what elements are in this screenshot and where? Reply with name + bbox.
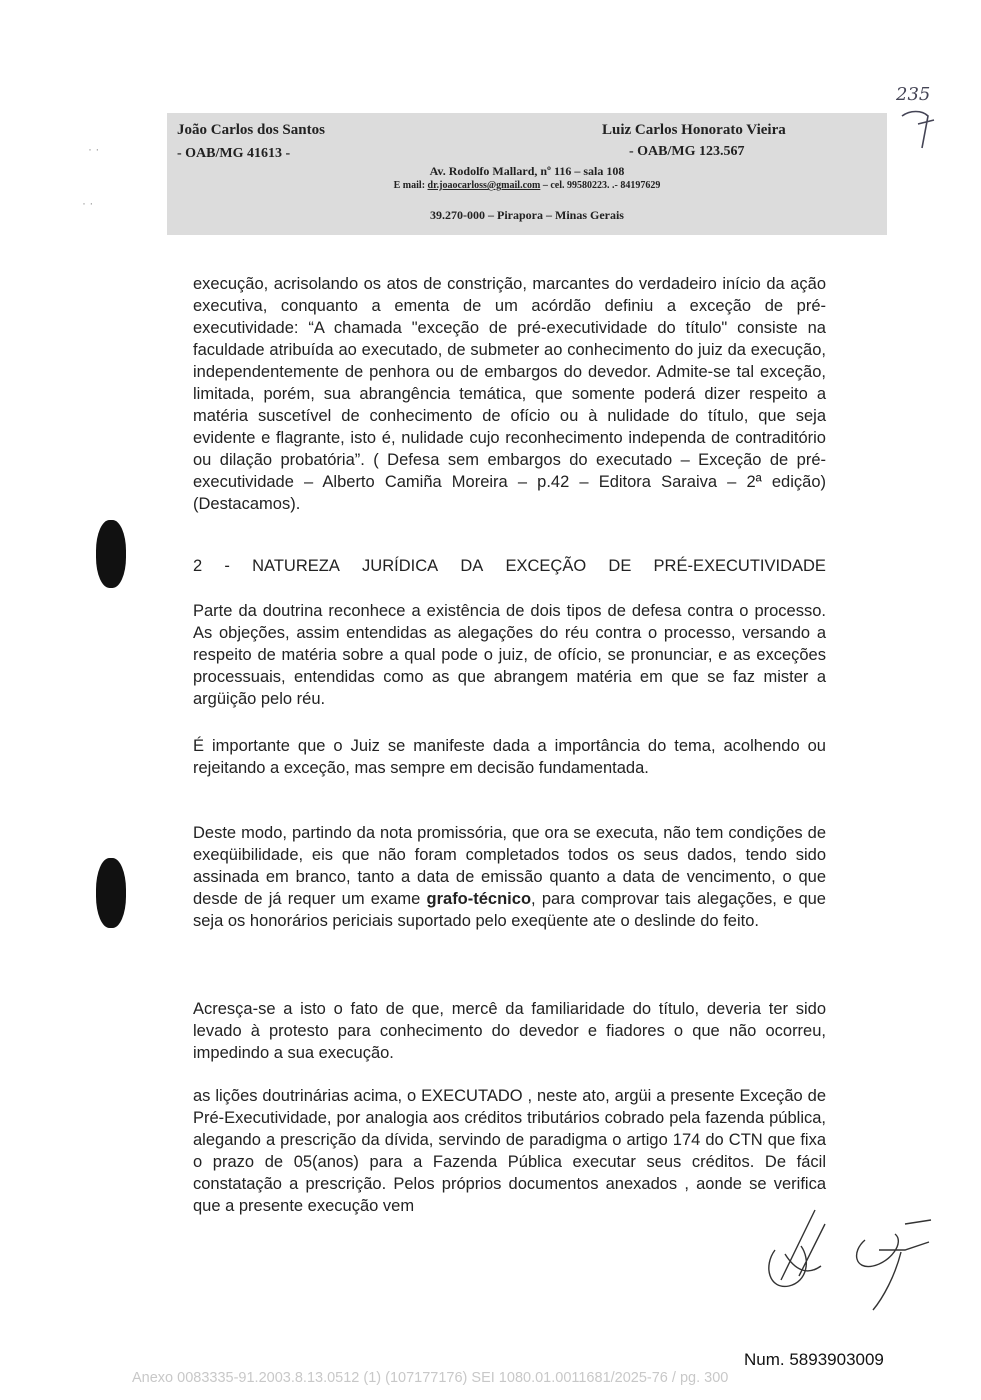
document-number-stamp: Num. 5893903009	[744, 1350, 884, 1369]
footer-reference: Anexo 0083335-91.2003.8.13.0512 (1) (107177176) SEI 1080.01.0011681/2025-76 / pg. 300	[132, 1370, 729, 1386]
lawyer-2-oab: - OAB/MG 123.567	[629, 144, 745, 159]
scan-speck: · ·	[88, 142, 100, 156]
contact-line	[167, 180, 887, 191]
punch-hole-mark	[96, 858, 126, 928]
paragraph-4-bold: grafo-técnico	[426, 890, 532, 908]
paragraph-4-text: Deste modo, partindo da nota promissória, que ora se executa, não tem condições de exeqüibilidade, eis que não foram completados todos os seus dados, tendo sido assinada em branco, tanto a data de emissão quanto a data de vencimento, o que desde de já requer um exame	[193, 824, 826, 908]
paragraph-4	[193, 822, 826, 932]
heading-word: EXCEÇÃO	[505, 557, 587, 575]
letterhead	[167, 113, 887, 235]
email-prefix: E mail:	[393, 180, 428, 191]
lawyer-1-oab: - OAB/MG 41613 -	[177, 146, 291, 161]
heading-word: DE	[608, 557, 632, 575]
paragraph-5: Acresça-se a isto o fato de que, mercê da familiaridade do título, deveria ter sido levado à protesto para conhecimento do devedor e fiadores o que não ocorreu, impedindo a sua execução.	[193, 1000, 826, 1062]
handwritten-signature	[755, 1180, 955, 1320]
lawyer-2-name: Luiz Carlos Honorato Vieira	[602, 122, 786, 138]
postal-city: 39.270-000 – Pirapora – Minas Gerais	[430, 208, 624, 222]
paragraph-1: execução, acrisolando os atos de constrição, marcantes do verdadeiro início da ação executiva, conquanto a ementa de um acórdão definiu a exceção de pré-executividade: “A chamada "exceção de pré-executividade do título" consiste na faculdade atribuída ao executado, de submeter ao conhecimento do juiz da execução, independentemente de penhora ou de embargos do devedor. Admite-se tal exceção, limitada, porém, sua abrangência temática, que somente poderá dizer respeito a matéria suscetível de conhecimento de ofício ou à nulidade do título, que seja evidente e flagrante, isto é, nulidade cujo reconhecimento independa de contraditório ou dilação probatória”. ( Defesa sem embargos do executado – Exceção de pré-executividade – Alberto Camiña Moreira – p.42 – Editora Saraiva – 2ª edição) (Destacamos).	[193, 275, 826, 513]
heading-word: NATUREZA	[252, 557, 340, 575]
lawyer-1-name: João Carlos dos Santos	[177, 122, 325, 138]
punch-hole-mark	[96, 520, 126, 588]
section-heading	[193, 557, 826, 576]
email-link[interactable]: dr.joaocarloss@gmail.com	[427, 180, 541, 191]
paragraph-6: as lições doutrinárias acima, o EXECUTADO , neste ato, argüi a presente Exceção de Pré-Executividade, por analogia aos créditos tributários cobrado pela fazenda pública, alegando a prescrição da dívida, servindo de paradigma o artigo 174 do CTN que fixa o prazo de 05(anos) para a Fazenda Pública executar seus créditos. De fácil constatação a prescrição. Pelos próprios documentos anexados , aonde se verifica que a presente execução vem	[193, 1087, 826, 1215]
paragraph-4-text-end: , para comprovar tais alegações, e que seja os honorários periciais suportado pelo exeqüente ate o deslinde do feito.	[193, 890, 826, 930]
page-mark-number: 235	[896, 84, 931, 105]
heading-word: JURÍDICA	[362, 557, 439, 575]
scan-speck: · ·	[82, 196, 94, 210]
phone-numbers: – cel. 99580223. .- 84197629	[540, 180, 661, 191]
paragraph-2: Parte da doutrina reconhece a existência de dois tipos de defesa contra o processo. As objeções, assim entendidas as alegações do réu contra o processo, versando a respeito de matéria sobre a qual pode o juiz, de ofício, se pronunciar, e as exceções processuais, entendidas como as que abrangem matéria em que se faz mister a argüição pelo réu.	[193, 602, 826, 708]
heading-word: PRÉ-EXECUTIVIDADE	[653, 557, 826, 575]
handwritten-page-number	[888, 84, 948, 154]
heading-word: DA	[460, 557, 484, 575]
heading-word: -	[224, 557, 230, 575]
paragraph-3: É importante que o Juiz se manifeste dada a importância do tema, acolhendo ou rejeitando a exceção, mas sempre em decisão fundamentada.	[193, 737, 826, 777]
heading-word: 2	[193, 557, 203, 575]
office-address: Av. Rodolfo Mallard, nº 116 – sala 108	[429, 164, 625, 178]
